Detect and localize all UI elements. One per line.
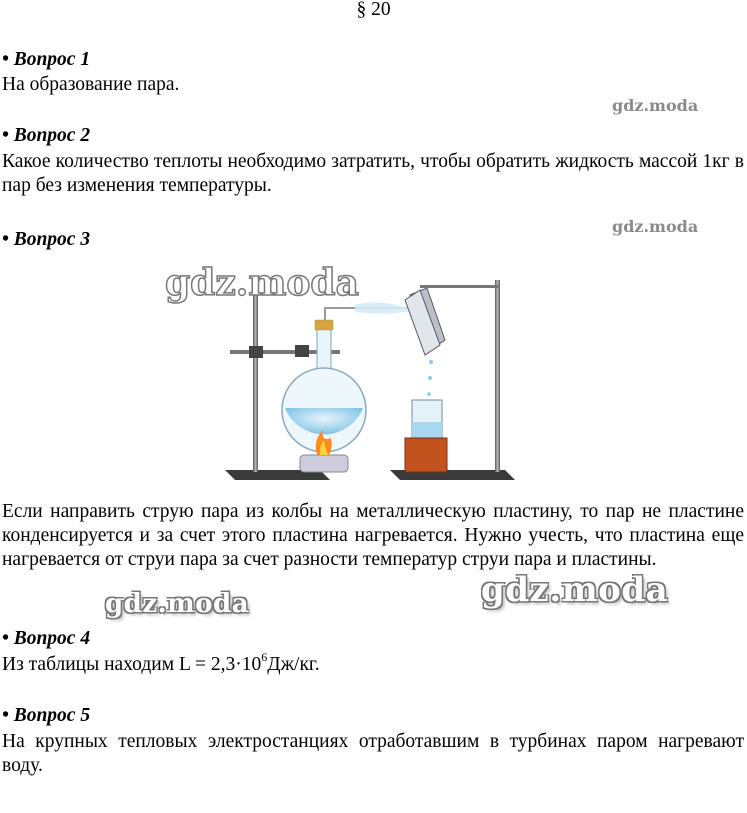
- formula-text: Из таблицы находим L = 2,3·10: [2, 654, 262, 675]
- watermark: gdz.moda: [481, 570, 669, 610]
- watermark: gdz.moda: [612, 96, 699, 115]
- formula-exponent: 6: [261, 649, 268, 664]
- question-4-answer: [2, 649, 744, 677]
- question-3-label: • Вопрос 3: [2, 229, 91, 250]
- question-4-label: • Вопрос 4: [2, 628, 91, 649]
- experiment-illustration: [165, 250, 540, 490]
- question-5-label: • Вопрос 5: [2, 705, 91, 726]
- question-2-label: • Вопрос 2: [2, 125, 91, 146]
- watermark: gdz.moda: [612, 217, 699, 236]
- watermark: gdz.moda: [105, 589, 250, 619]
- question-3-answer: Если направить струю пара из колбы на металлическую пластину, то пар не пластине конденсируется и за счет этого пластина нагревается. Нужно учесть, что пластина еще нагревается от струи пара за счет разности температур струи пара и пластины.: [2, 501, 744, 570]
- formula-unit: Дж/кг.: [267, 654, 320, 675]
- question-5-answer: На крупных тепловых электростанциях отработавшим в турбинах паром нагревают воду.: [2, 731, 744, 776]
- question-1-label: • Вопрос 1: [2, 49, 91, 70]
- question-2-answer: Какое количество теплоты необходимо затратить, чтобы обратить жидкость массой 1кг в пар без изменения температуры.: [2, 151, 744, 196]
- page-title: § 20: [356, 0, 391, 20]
- question-1-answer: На образование пара.: [2, 74, 180, 95]
- figure-watermark: gdz.moda: [165, 262, 359, 304]
